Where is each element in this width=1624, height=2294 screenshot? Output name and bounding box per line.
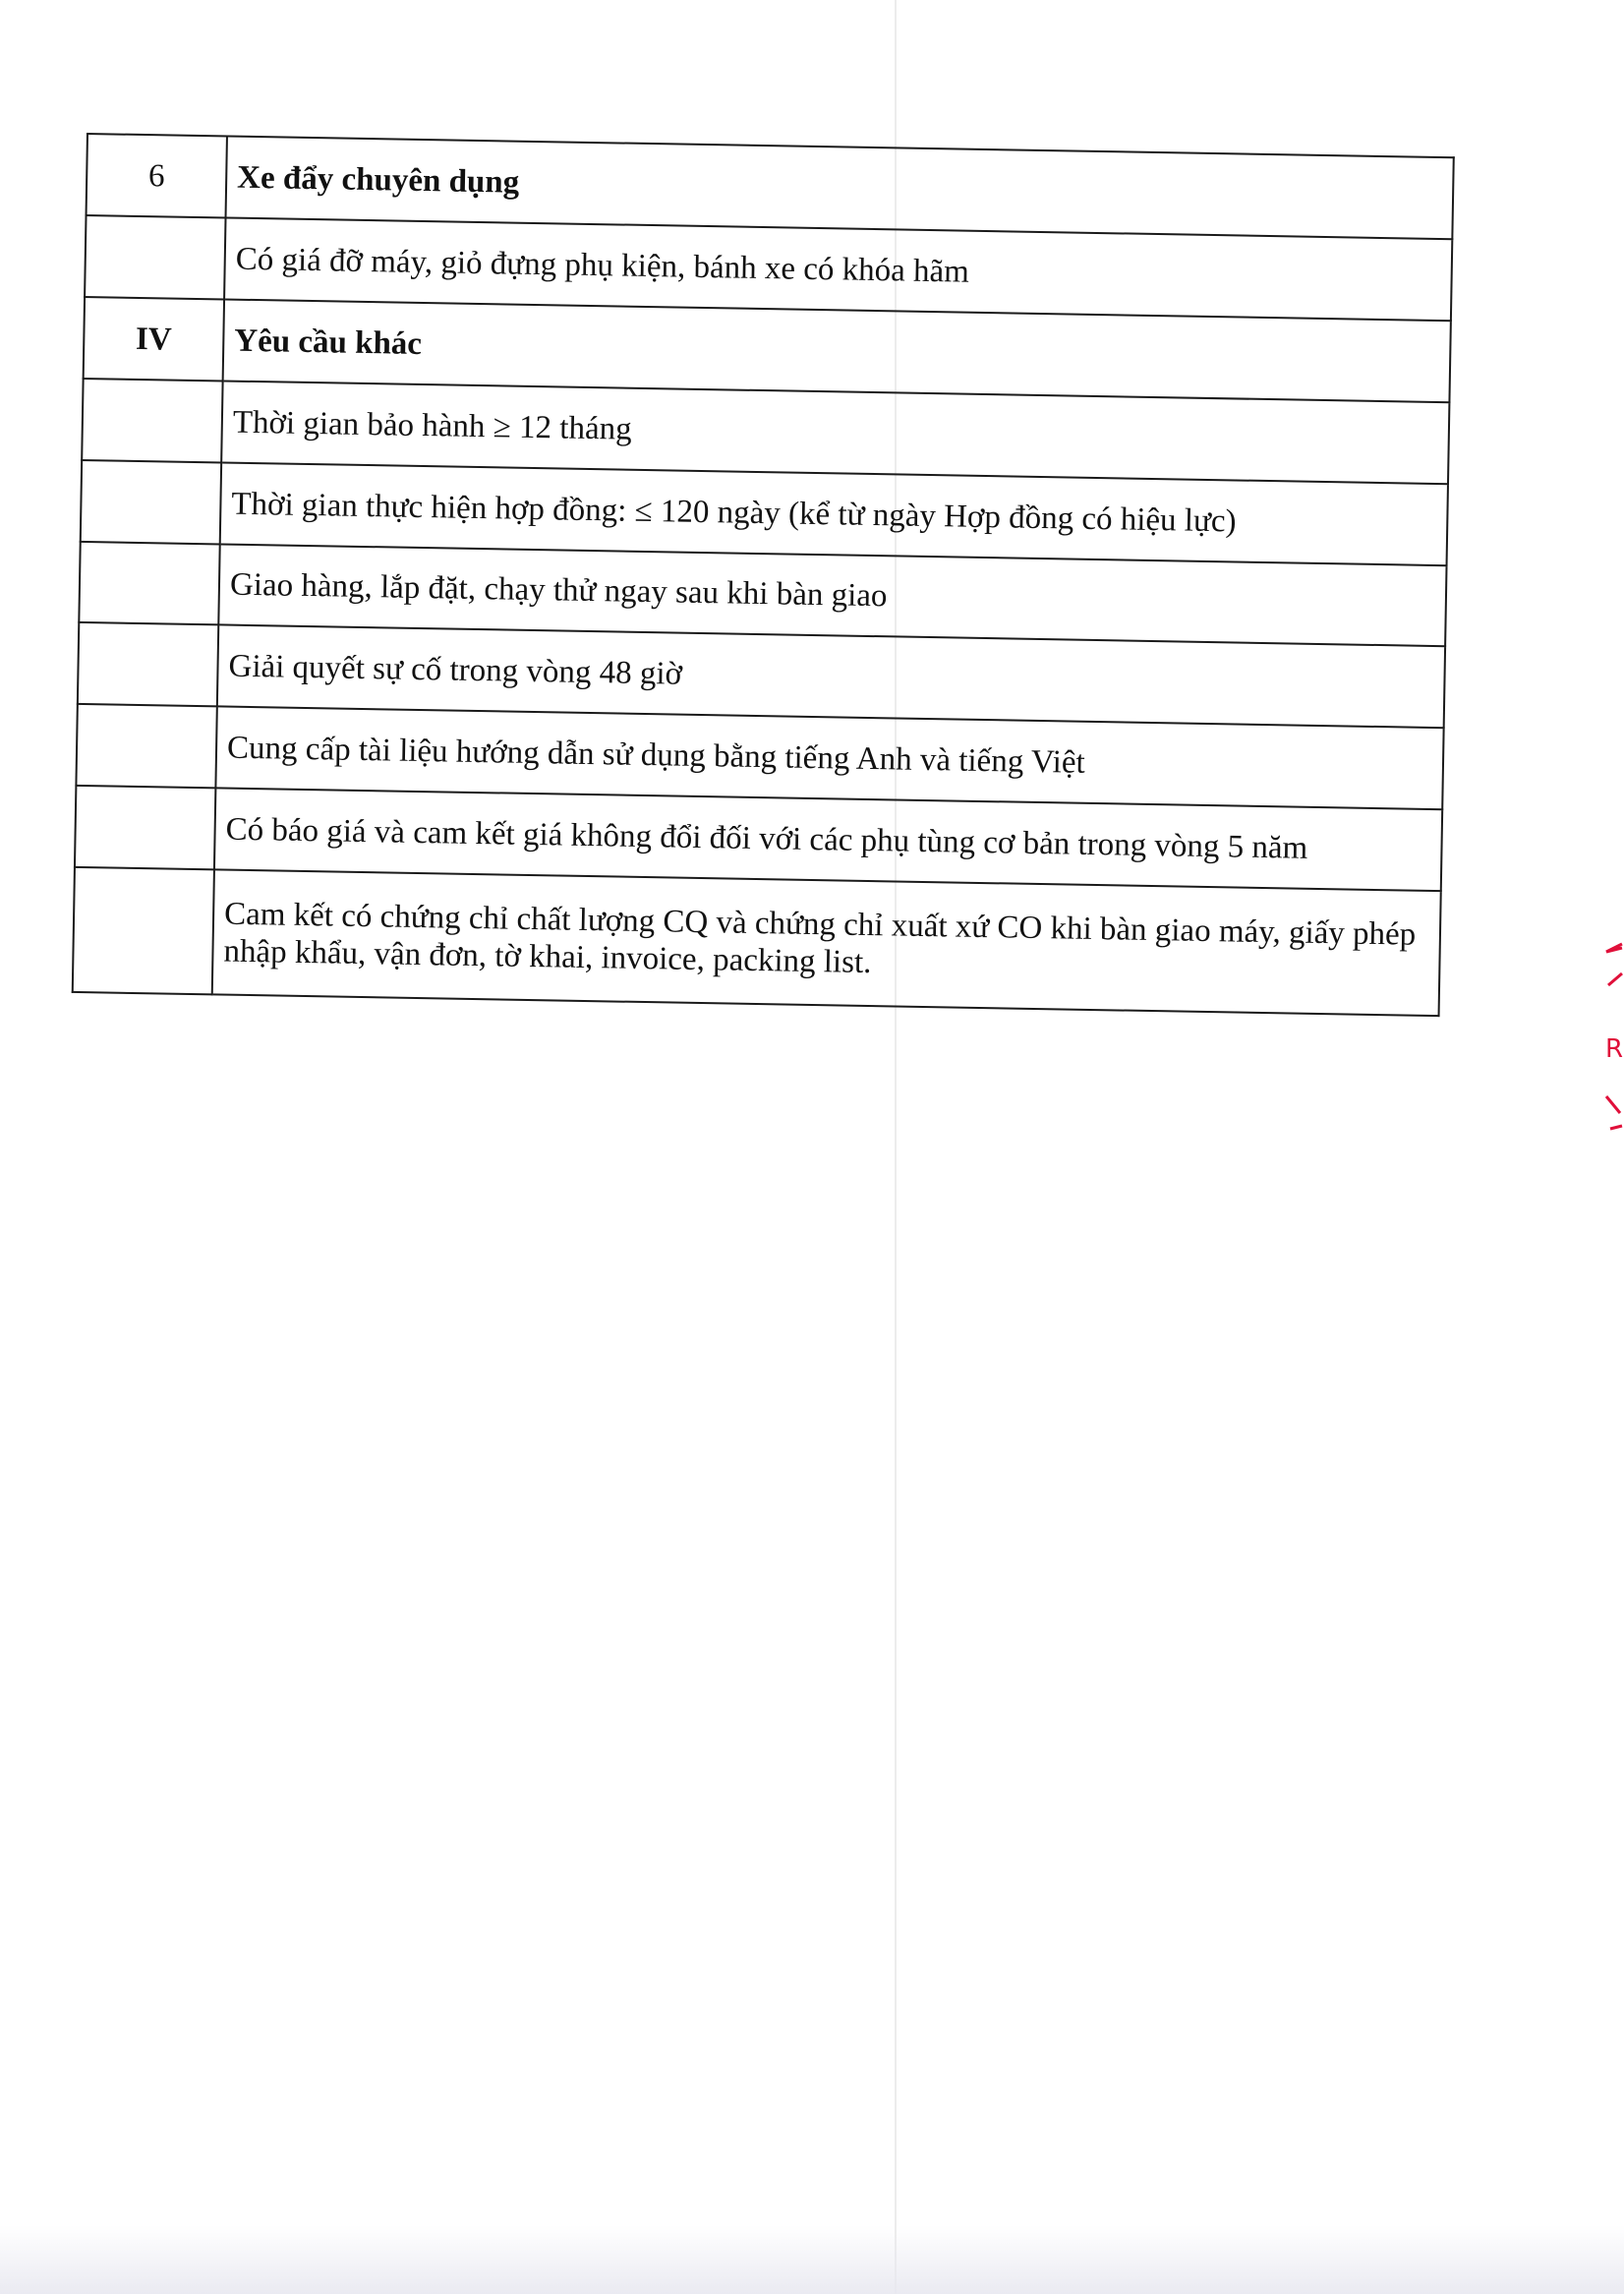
row-number-cell [75, 786, 215, 869]
row-number-cell [79, 542, 219, 624]
row-number-cell: IV [84, 297, 224, 381]
row-number-cell [73, 867, 214, 994]
row-text-cell: Có giá đỡ máy, giỏ đựng phụ kiện, bánh xe có khóa hãm [224, 217, 1452, 321]
row-text-cell: Thời gian thực hiện hợp đồng: ≤ 120 ngày (kể từ ngày Hợp đồng có hiệu lực) [220, 462, 1448, 565]
row-text-cell: Thời gian bảo hành ≥ 12 tháng [221, 381, 1449, 484]
row-text-cell: Giải quyết sự cố trong vòng 48 giờ [217, 624, 1445, 728]
stamp-fragment-icon [1602, 934, 1624, 1131]
requirements-table [72, 133, 1455, 1017]
stamp-letter: R [1605, 1034, 1624, 1064]
row-number-cell [78, 622, 218, 706]
stamp-stroke [1608, 973, 1622, 985]
row-number-cell [81, 460, 221, 544]
scan-shading [0, 2225, 1624, 2294]
stamp-stroke [1606, 1096, 1620, 1113]
row-text-cell: Cam kết có chứng chỉ chất lượng CQ và chứng chỉ xuất xứ CO khi bàn giao máy, giấy phép nhập khẩu, vận đơn, tờ khai, invoice, packing list. [212, 869, 1441, 1016]
row-text-cell: Có báo giá và cam kết giá không đổi đối với các phụ tùng cơ bản trong vòng 5 năm [214, 788, 1442, 891]
row-number-cell [82, 379, 222, 462]
row-number-cell [85, 215, 225, 299]
row-number-cell [76, 704, 216, 788]
row-text-cell: Yêu cầu khác [223, 299, 1451, 402]
stamp-stroke [1610, 1126, 1622, 1129]
table-row [73, 867, 1441, 1016]
row-text-cell: Cung cấp tài liệu hướng dẫn sử dụng bằng tiếng Anh và tiếng Việt [215, 706, 1443, 809]
requirements-table-wrapper [72, 133, 1455, 1017]
stamp-stroke [1606, 944, 1622, 952]
row-text-cell: Xe đẩy chuyên dụng [226, 136, 1454, 239]
row-text-cell: Giao hàng, lắp đặt, chạy thử ngay sau khi bàn giao [218, 544, 1446, 646]
row-number-cell: 6 [87, 134, 227, 217]
